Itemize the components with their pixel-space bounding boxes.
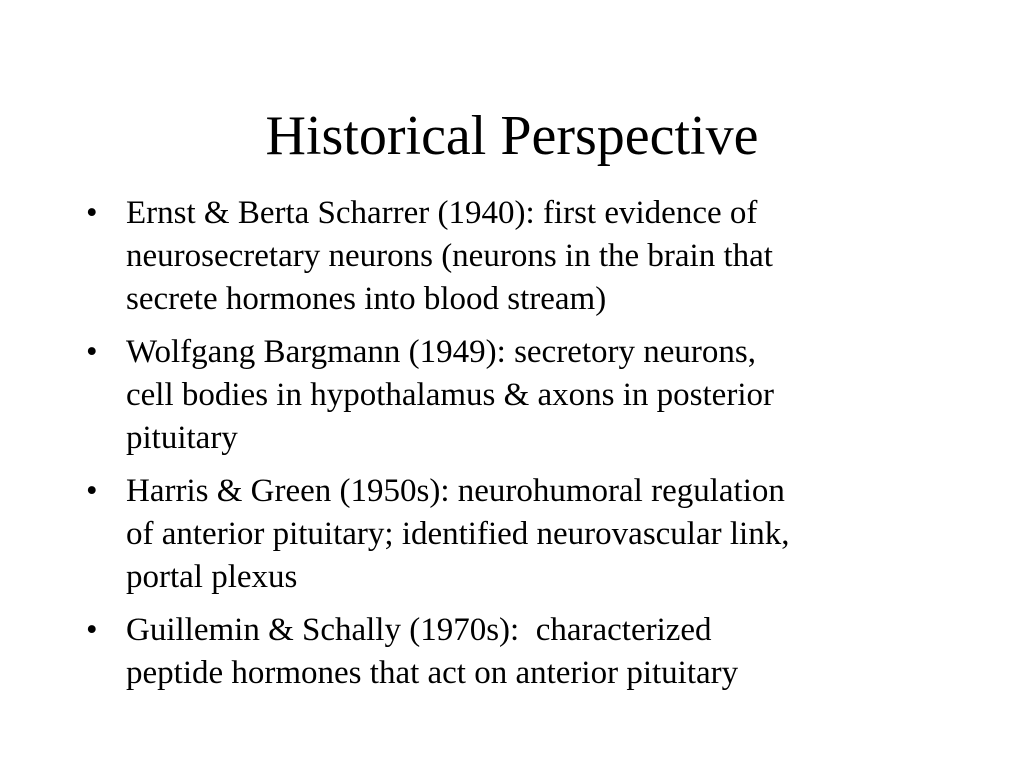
bullet-list: [80, 192, 950, 705]
bullet-item: [80, 609, 950, 695]
bullet-line: secrete hormones into blood stream): [126, 281, 607, 317]
bullet-line: Guillemin & Schally (1970s): characterized: [126, 612, 712, 648]
bullet-text: [126, 192, 950, 321]
bullet-line: Ernst & Berta Scharrer (1940): first evidence of: [126, 195, 758, 231]
bullet-icon: •: [86, 473, 98, 509]
bullet-item: [80, 331, 950, 460]
bullet-text: [126, 470, 950, 599]
bullet-line: Harris & Green (1950s): neurohumoral regulation: [126, 473, 785, 509]
bullet-icon: •: [86, 612, 98, 648]
bullet-icon: •: [86, 334, 98, 370]
bullet-line: cell bodies in hypothalamus & axons in posterior: [126, 377, 774, 413]
bullet-line: of anterior pituitary; identified neurovascular link,: [126, 516, 790, 552]
slide-title: Historical Perspective: [265, 105, 759, 167]
bullet-line: peptide hormones that act on anterior pituitary: [126, 655, 739, 691]
bullet-line: pituitary: [126, 420, 238, 456]
bullet-line: portal plexus: [126, 559, 298, 595]
bullet-icon: •: [86, 195, 98, 231]
bullet-item: [80, 470, 950, 599]
bullet-text: [126, 609, 950, 695]
bullet-text: [126, 331, 950, 460]
bullet-item: [80, 192, 950, 321]
bullet-line: neurosecretary neurons (neurons in the brain that: [126, 238, 773, 274]
bullet-line: Wolfgang Bargmann (1949): secretory neurons,: [126, 334, 756, 370]
